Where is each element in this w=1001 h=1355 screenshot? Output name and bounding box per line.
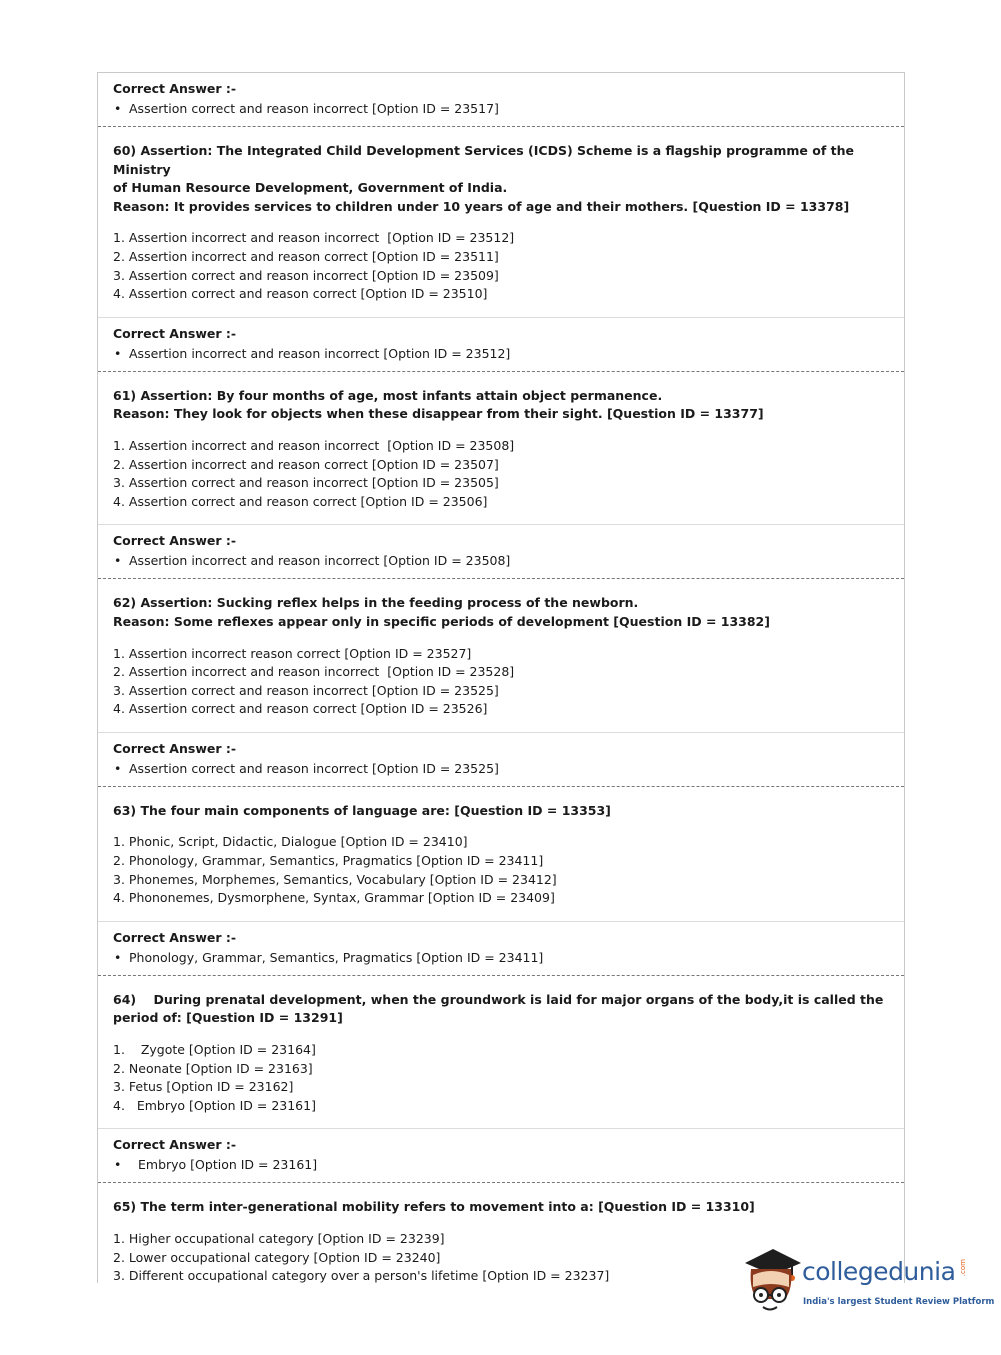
option-item: 3. Assertion correct and reason incorrect [Option ID = 23525] [113, 682, 499, 698]
question-block [98, 127, 904, 318]
logo-domain: .com [959, 1259, 967, 1277]
question-text [113, 1198, 889, 1217]
correct-answer-block [98, 922, 904, 976]
option-item: 4. Assertion correct and reason correct [Option ID = 23526] [113, 701, 488, 717]
question-line: Reason: They look for objects when these disappear from their sight. [Question ID = 13377] [113, 406, 764, 422]
option-item: 1. Assertion incorrect reason correct [Option ID = 23527] [113, 645, 472, 661]
correct-answer-title: Correct Answer :- [113, 81, 237, 96]
correct-answer-text: • Assertion correct and reason incorrect [Option ID = 23525] [113, 759, 889, 779]
question-text [113, 387, 889, 424]
question-line: Reason: It provides services to children under 10 years of age and their mothers. [Question ID = 13378] [113, 198, 850, 214]
correct-answer-title: Correct Answer :- [113, 929, 237, 945]
collegedunia-logo [741, 1245, 995, 1315]
question-line: 65) The term inter-generational mobility refers to movement into a: [Question ID = 13310] [113, 1199, 755, 1215]
question-line: 62) Assertion: Sucking reflex helps in the feeding process of the newborn. [113, 595, 639, 611]
question-block [98, 787, 904, 922]
option-item: 2. Lower occupational category [Option ID = 23240] [113, 1249, 441, 1265]
correct-answer-block [98, 525, 904, 579]
correct-answer-title: Correct Answer :- [113, 325, 237, 341]
option-item: 1. Zygote [Option ID = 23164] [113, 1042, 316, 1058]
correct-answer-block [98, 318, 904, 372]
question-text [113, 802, 889, 821]
option-item: 4. Embryo [Option ID = 23161] [113, 1097, 316, 1113]
option-item: 1. Assertion incorrect and reason incorrect [Option ID = 23512] [113, 230, 515, 246]
option-item: 1. Higher occupational category [Option ID = 23239] [113, 1231, 445, 1246]
logo-tagline: India's largest Student Review Platform [803, 1297, 995, 1307]
option-item: 3. Assertion correct and reason incorrect [Option ID = 23505] [113, 475, 499, 491]
logo-wordmark: collegedunia [802, 1257, 956, 1286]
correct-answer-text: • Assertion incorrect and reason incorrect [Option ID = 23512] [113, 344, 889, 364]
option-item: 2. Assertion incorrect and reason incorrect [Option ID = 23528] [113, 664, 515, 680]
option-item: 4. Assertion correct and reason correct [Option ID = 23506] [113, 493, 488, 509]
option-item: 1. Phonic, Script, Didactic, Dialogue [Option ID = 23410] [113, 834, 468, 850]
question-line: period of: [Question ID = 13291] [113, 1010, 343, 1026]
option-item: 3. Assertion correct and reason incorrect [Option ID = 23509] [113, 267, 499, 283]
correct-answer-text: • Embryo [Option ID = 23161] [113, 1155, 889, 1175]
correct-answer-block [98, 1129, 904, 1183]
correct-answer-text: • Assertion correct and reason incorrect [Option ID = 23517] [113, 99, 889, 119]
option-item: 1. Assertion incorrect and reason incorrect [Option ID = 23508] [113, 437, 515, 453]
option-item: 4. Assertion correct and reason correct [Option ID = 23510] [113, 286, 488, 302]
question-line: 60) Assertion: The Integrated Child Development Services (ICDS) Scheme is a flagship programme of the Ministry [113, 143, 854, 177]
question-text [113, 991, 889, 1028]
option-item: 2. Assertion incorrect and reason correct [Option ID = 23511] [113, 248, 499, 264]
option-item: 2. Assertion incorrect and reason correct [Option ID = 23507] [113, 456, 499, 472]
question-block [98, 579, 904, 733]
option-item: 2. Phonology, Grammar, Semantics, Pragmatics [Option ID = 23411] [113, 853, 544, 869]
correct-answer-title: Correct Answer :- [113, 1137, 237, 1153]
question-block [98, 372, 904, 526]
option-item: 2. Neonate [Option ID = 23163] [113, 1060, 313, 1076]
question-line: 61) Assertion: By four months of age, most infants attain object permanence. [113, 387, 663, 403]
question-block [98, 976, 904, 1130]
question-text [113, 142, 889, 216]
question-line: of Human Resource Development, Government of India. [113, 180, 508, 196]
option-item: 4. Phononemes, Dysmorphene, Syntax, Grammar [Option ID = 23409] [113, 890, 555, 906]
exam-document [97, 72, 905, 1283]
question-line: 64) During prenatal development, when the groundwork is laid for major organs of the body,it is called the [113, 991, 884, 1007]
question-line: 63) The four main components of language are: [Question ID = 13353] [113, 802, 611, 818]
correct-answer-title: Correct Answer :- [113, 533, 237, 549]
option-item: 3. Phonemes, Morphemes, Semantics, Vocabulary [Option ID = 23412] [113, 871, 557, 887]
question-line: Reason: Some reflexes appear only in specific periods of development [Question ID = 13382] [113, 613, 770, 629]
correct-answer-text: • Assertion incorrect and reason incorrect [Option ID = 23508] [113, 551, 889, 571]
question-text [113, 594, 889, 631]
correct-answer-text: • Phonology, Grammar, Semantics, Pragmatics [Option ID = 23411] [113, 948, 889, 968]
correct-answer-block [98, 733, 904, 787]
graduate-mascot-icon [741, 1245, 803, 1317]
correct-answer-title: Correct Answer :- [113, 740, 237, 756]
option-item: 3. Different occupational category over a person's lifetime [Option ID = 23237] [113, 1268, 610, 1283]
option-item: 3. Fetus [Option ID = 23162] [113, 1079, 294, 1095]
correct-answer-block [98, 73, 904, 127]
